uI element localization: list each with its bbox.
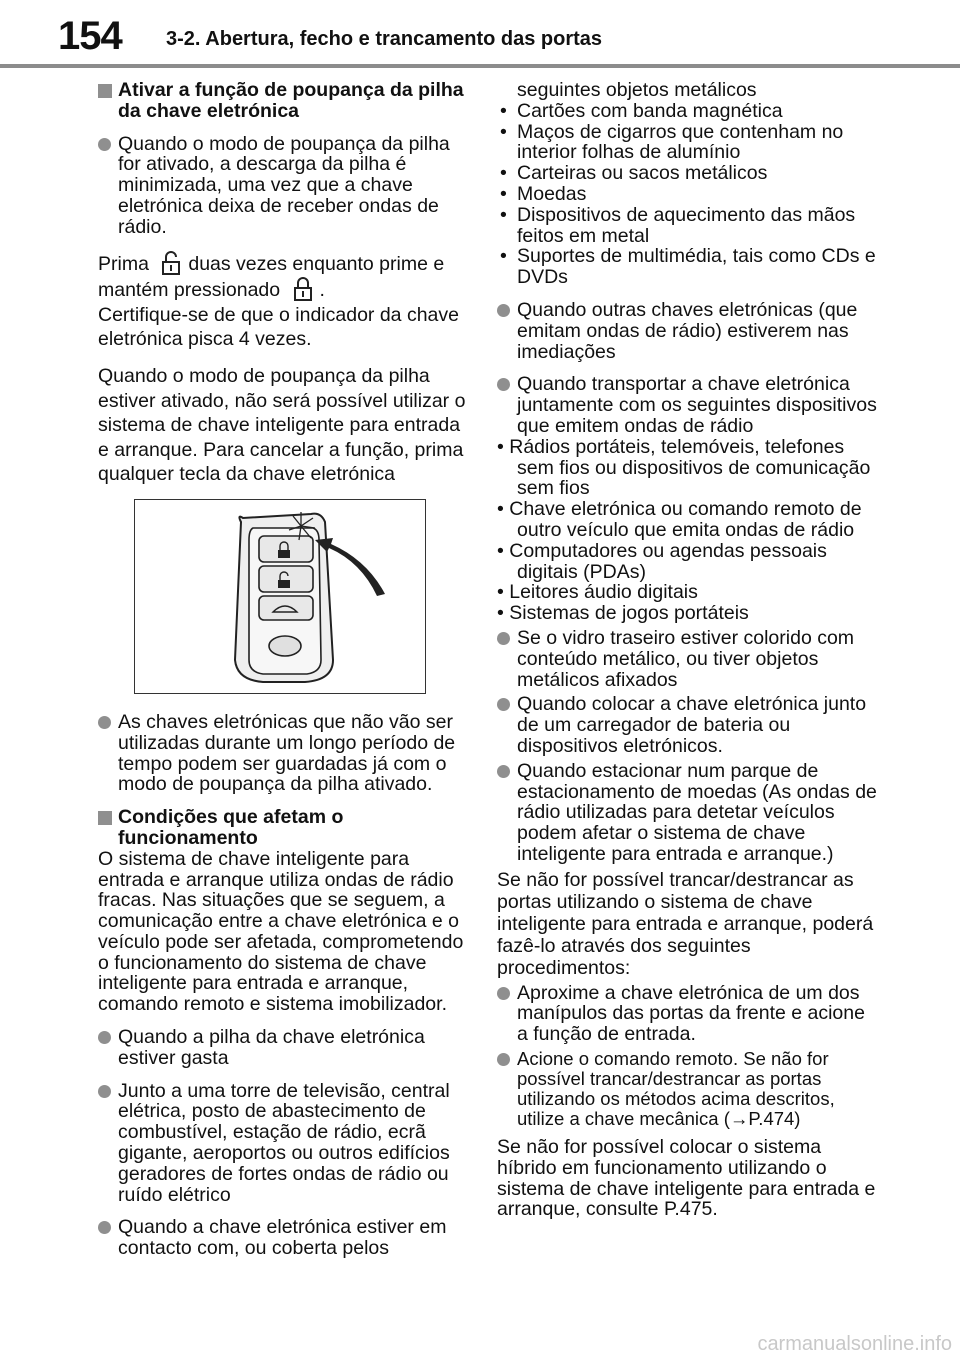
continued-text: seguintes objetos metálicos xyxy=(517,79,757,101)
list-item: • Rádios portáteis, telemóveis, telefones sem fios ou dispositivos de comunicação sem fios xyxy=(497,435,871,500)
bullet-charger: Quando colocar a chave eletrónica junto de um carregador de bateria ou dispositivos eletrónicos. xyxy=(497,694,877,756)
instruction-prima: Prima duas vezes enquanto prime e mantém pressionado . xyxy=(98,250,470,303)
unlock-icon xyxy=(158,250,184,276)
circle-bullet-icon xyxy=(98,1031,111,1044)
chapter-title: 3-2. Abertura, fecho e trancamento das portas xyxy=(166,28,603,50)
circle-bullet-icon xyxy=(497,304,510,317)
instruction-certifique: Certifique-se de que o indicador da chave eletrónica pisca 4 vezes. xyxy=(98,303,459,351)
metal-objects-list xyxy=(497,101,877,288)
lock-icon xyxy=(290,276,316,302)
bullet-long-storage: As chaves eletrónicas que não vão ser utilizadas durante um longo período de tempo podem ser guardadas já com o modo de poupança da pilha ativado. xyxy=(98,712,470,795)
paragraph-hybrid-start: Se não for possível colocar o sistema híbrido em funcionamento utilizando o sistema de chave inteligente para entrada e arranque, consulte P.475. xyxy=(497,1136,876,1221)
paragraph-conditions: O sistema de chave inteligente para entrada e arranque utiliza ondas de rádio fracas. Nas situações que se seguem, a comunicação entre a chave eletrónica e o veículo pode ser afetada, comprometendo o funcionamento do sistema de chave inteligente para entrada e arranque, comando remoto e sistema imobilizador. xyxy=(98,847,464,1016)
bullet-remote-control: Acione o comando remoto. Se não for possível trancar/destrancar as portas utilizando os métodos acima descritos, utilize a chave mecânica (→P.474) xyxy=(497,1049,877,1129)
bullet-carry-devices: Quando transportar a chave eletrónica juntamente com os seguintes dispositivos que emitem ondas de rádio xyxy=(497,374,877,436)
trunk-button xyxy=(259,596,313,620)
key-fob-image xyxy=(235,514,333,682)
bullet-approach-handle: Aproxime a chave eletrónica de um dos manípulos das portas da frente e acione a função de entrada. xyxy=(497,983,877,1045)
list-item: • Chave eletrónica ou comando remoto de outro veículo que emita ondas de rádio xyxy=(497,498,862,541)
section-heading-battery-save: Ativar a função de poupança da pilha da chave eletrónica xyxy=(98,80,470,122)
list-item: • Suportes de multimédia, tais como CDs e DVDs xyxy=(497,246,877,288)
list-item: • Cartões com banda magnética xyxy=(497,101,877,122)
right-column xyxy=(497,80,877,1232)
section-heading-conditions: Condições que afetam o funcionamento xyxy=(98,807,470,849)
circle-bullet-icon xyxy=(497,698,510,711)
devices-list xyxy=(497,437,877,624)
bullet-other-keys: Quando outras chaves eletrónicas (que emitam ondas de rádio) estiverem nas imediações xyxy=(497,300,877,362)
paragraph-cancel-function: Quando o modo de poupança da pilha estiver ativado, não será possível utilizar o sistema de chave inteligente para entrada e arranque. Para cancelar a função, prima qualquer tecla da chave eletrónica xyxy=(98,364,466,486)
bullet-rear-window: Se o vidro traseiro estiver colorido com conteúdo metálico, ou tiver objetos metálicos afixados xyxy=(497,628,877,690)
circle-bullet-icon xyxy=(497,378,510,391)
lock-button xyxy=(259,536,313,562)
circle-bullet-icon xyxy=(497,1053,510,1066)
header-rule xyxy=(0,64,960,68)
left-column xyxy=(98,80,470,1271)
list-item: • Computadores ou agendas pessoais digitais (PDAs) xyxy=(497,539,827,583)
page-header xyxy=(0,0,960,74)
list-item: • Moedas xyxy=(497,184,877,205)
panic-button xyxy=(269,636,301,656)
bullet-battery-save: Quando o modo de poupança da pilha for ativado, a descarga da pilha é minimizada, uma vez que a chave eletrónica deixa de receber ondas de rádio. xyxy=(98,134,470,238)
bullet-metal-contact: Quando a chave eletrónica estiver em contacto com, ou coberta pelos xyxy=(98,1217,470,1259)
unlock-button xyxy=(259,566,313,592)
smart-key-illustration xyxy=(134,499,426,694)
list-item: • Leitores áudio digitais xyxy=(497,581,698,604)
bullet-coin-parking: Quando estacionar num parque de estacionamento de moedas (As ondas de rádio utilizadas para detetar veículos podem afetar o sistema de chave inteligente para entrada e arranque.) xyxy=(497,761,877,865)
circle-bullet-icon xyxy=(98,138,111,151)
watermark: carmanualsonline.info xyxy=(757,1333,952,1355)
list-item: • Dispositivos de aquecimento das mãos feitos em metal xyxy=(497,205,877,247)
circle-bullet-icon xyxy=(98,1085,111,1098)
circle-bullet-icon xyxy=(497,632,510,645)
bullet-tv-tower: Junto a uma torre de televisão, central elétrica, posto de abastecimento de combustível, estação de rádio, ecrã gigante, aeroportos ou outros edifícios geradores de fortes ondas de rádio ou ruído elétrico xyxy=(98,1081,470,1206)
list-item: • Sistemas de jogos portáteis xyxy=(497,602,749,625)
list-item: • Maços de cigarros que contenham no interior folhas de alumínio xyxy=(497,122,877,164)
page-number: 154 xyxy=(58,14,122,58)
list-item: • Carteiras ou sacos metálicos xyxy=(497,163,877,184)
bullet-battery-dead: Quando a pilha da chave eletrónica estiver gasta xyxy=(98,1027,470,1069)
circle-bullet-icon xyxy=(98,1221,111,1234)
circle-bullet-icon xyxy=(98,716,111,729)
circle-bullet-icon xyxy=(497,765,510,778)
circle-bullet-icon xyxy=(497,987,510,1000)
paragraph-cannot-lock: Se não for possível trancar/destrancar as portas utilizando o sistema de chave inteligente para entrada e arranque, poderá fazê-lo através dos seguintes procedimentos: xyxy=(497,868,874,979)
